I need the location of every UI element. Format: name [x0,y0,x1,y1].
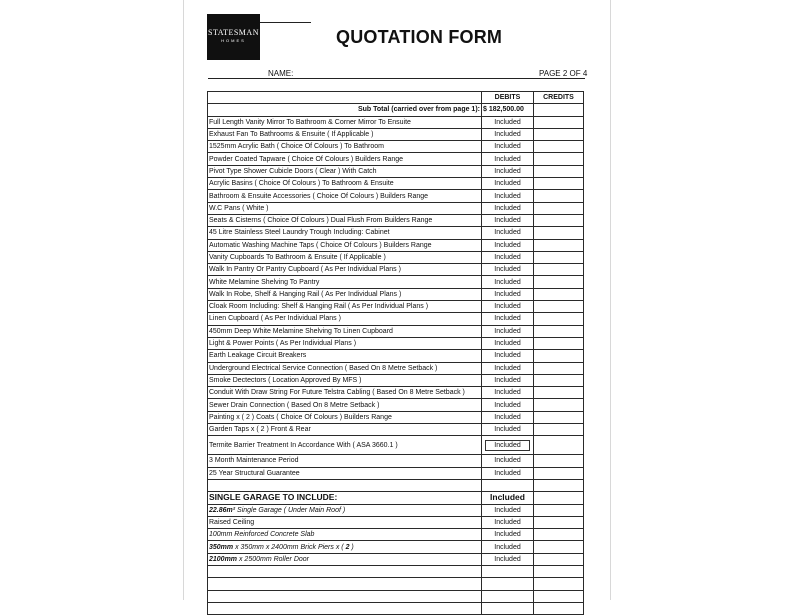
item-description [208,590,482,602]
item-description [208,504,482,516]
item-text: 25 Year Structural Guarantee [209,469,300,477]
table-row [208,374,584,386]
page-number: PAGE 2 OF 4 [539,69,588,78]
item-text: 3 Month Maintenance Period [209,457,299,465]
item-description [208,455,482,467]
debit-value: Included [494,217,521,225]
table-row [208,288,584,300]
item-text: W.C Pans ( White ) [209,204,269,212]
piers-text-end: ) [349,543,354,551]
garage-heading: SINGLE GARAGE TO INCLUDE: [209,492,338,503]
item-description [208,436,482,455]
item-text: Walk In Robe, Shelf & Hanging Rail ( As Per Individual Plans ) [209,290,402,298]
table-row [208,264,584,276]
table-row [208,165,584,177]
item-text: Underground Electrical Service Connection ( Based On 8 Metre Setback ) [209,364,438,372]
table-row [208,529,584,541]
credit-cell [534,578,584,590]
credit-cell [534,202,584,214]
debit-cell [482,424,534,436]
item-description [208,362,482,374]
header-blank-cell [208,92,482,104]
debit-value: Included [494,290,521,298]
item-description [208,239,482,251]
item-description [208,541,482,553]
item-description [208,467,482,479]
blank-row [208,565,584,577]
credit-cell [534,288,584,300]
credit-cell [534,455,584,467]
debit-cell [482,264,534,276]
credit-cell [534,553,584,565]
debit-cell [482,578,534,590]
debit-value: Included [494,555,521,563]
debit-value: Included [485,440,529,451]
debit-cell [482,529,534,541]
garage-heading-row [208,492,584,504]
item-text: Pivot Type Shower Cubicle Doors ( Clear ) With Catch [209,167,377,175]
table-row [208,153,584,165]
table-row [208,467,584,479]
debit-cell [482,553,534,565]
item-description [208,337,482,349]
debit-value: Included [494,327,521,335]
credit-cell [534,227,584,239]
item-text: Smoke Dectectors ( Location Approved By MFS ) [209,376,362,384]
item-text: Seats & Cisterns ( Choice Of Colours ) Dual Flush From Builders Range [209,217,433,225]
item-description [208,178,482,190]
debit-cell [482,455,534,467]
item-description [208,374,482,386]
blank-row [208,602,584,614]
item-text: Sewer Drain Connection ( Based On 8 Metre Setback ) [209,401,380,409]
credit-cell [534,251,584,263]
logo-rule [260,22,311,23]
table-row [208,411,584,423]
statesman-logo [207,14,260,60]
subtotal-label: Sub Total (carried over from page 1): [208,104,482,116]
debit-value: Included [494,192,521,200]
item-description [208,251,482,263]
item-text: Garden Taps x ( 2 ) Front & Rear [209,426,311,434]
table-row [208,325,584,337]
debit-value: Included [494,352,521,360]
termite-row [208,436,584,455]
garage-size-text: Single Garage ( Under Main Roof ) [235,506,346,514]
debit-value: Included [494,401,521,409]
credit-cell [534,399,584,411]
debit-cell [482,602,534,614]
item-description [208,276,482,288]
debit-cell [482,479,534,491]
item-text: 1525mm Acrylic Bath ( Choice Of Colours ) To Bathroom [209,143,384,151]
table-row [208,141,584,153]
table-row [208,202,584,214]
item-text: Walk In Pantry Or Pantry Cupboard ( As Per Individual Plans ) [209,266,401,274]
table-row [208,178,584,190]
item-description [208,141,482,153]
debit-cell [482,399,534,411]
debit-value: Included [494,266,521,274]
item-text: Raised Ceiling [209,518,255,526]
credit-cell [534,374,584,386]
item-description [208,411,482,423]
debit-cell [482,516,534,528]
item-description [208,399,482,411]
credit-cell [534,264,584,276]
debit-value: Included [494,426,521,434]
debit-value: Included [494,204,521,212]
credit-cell [534,590,584,602]
table-row [208,350,584,362]
debit-cell [482,116,534,128]
credit-cell [534,301,584,313]
credit-cell [534,529,584,541]
debit-cell [482,467,534,479]
table-row [208,553,584,565]
table-row [208,541,584,553]
debit-value: Included [494,340,521,348]
credit-cell [534,479,584,491]
table-row [208,214,584,226]
table-row [208,387,584,399]
credit-cell [534,602,584,614]
debit-value: Included [494,518,521,526]
debit-value: Included [494,457,521,465]
table-row [208,424,584,436]
credit-cell [534,467,584,479]
table-header-row [208,92,584,104]
debit-cell [482,565,534,577]
debit-value: Included [494,167,521,175]
item-description [208,128,482,140]
blank-row [208,479,584,491]
item-text: Bathroom & Ensuite Accessories ( Choice Of Colours ) Builders Range [209,192,429,200]
item-description [208,387,482,399]
debit-value: Included [494,506,521,514]
debit-cell [482,504,534,516]
table-row [208,362,584,374]
table-row [208,399,584,411]
debit-value: Included [494,315,521,323]
item-text: 45 Litre Stainless Steel Laundry Trough Including: Cabinet [209,229,390,237]
debit-cell [482,190,534,202]
quotation-table [207,91,584,615]
table-row [208,337,584,349]
debit-cell [482,227,534,239]
credit-cell [534,128,584,140]
name-underline [208,78,585,79]
table-row [208,276,584,288]
credit-cell [534,350,584,362]
table-row [208,239,584,251]
garage-size: 22.86m² [209,506,236,514]
credit-cell [534,313,584,325]
item-text: Acrylic Basins ( Choice Of Colours ) To Bathroom & Ensuite [209,180,394,188]
table-row [208,455,584,467]
debit-cell [482,276,534,288]
item-text: White Melamine Shelving To Pantry [209,278,320,286]
debit-value: Included [494,278,521,286]
debit-cell [482,301,534,313]
credit-cell [534,325,584,337]
item-description [208,313,482,325]
credit-cell [534,541,584,553]
item-description [208,116,482,128]
item-text: Exhaust Fan To Bathrooms & Ensuite ( If Applicable ) [209,131,374,139]
credits-header: CREDITS [534,92,584,104]
item-text: Earth Leakage Circuit Breakers [209,352,307,360]
subtotal-row [208,104,584,116]
door-size: 2100mm [209,555,238,563]
item-text: Full Length Vanity Mirror To Bathroom & Corner Mirror To Ensuite [209,118,411,126]
item-description [208,578,482,590]
page-edge-right [610,0,611,600]
debit-cell [482,141,534,153]
debit-cell [482,337,534,349]
debit-cell [482,165,534,177]
debit-cell [482,202,534,214]
credit-cell [534,104,584,116]
table-row [208,301,584,313]
piers-text: x 350mm x 2400mm Brick Piers x ( [233,543,346,551]
item-description [208,288,482,300]
piers-size: 350mm [209,543,234,551]
name-label: NAME: [268,69,294,78]
debit-cell [482,411,534,423]
debit-value: Included [494,364,521,372]
credit-cell [534,436,584,455]
credit-cell [534,190,584,202]
item-text: Conduit With Draw String For Future Telstra Cabling ( Based On 8 Metre Setback ) [209,389,465,397]
debit-cell [482,128,534,140]
debit-cell [482,374,534,386]
debit-value: Included [494,389,521,397]
item-description [208,153,482,165]
item-text: 450mm Deep White Melamine Shelving To Linen Cupboard [209,327,393,335]
item-description [208,565,482,577]
debit-value: Included [494,143,521,151]
credit-cell [534,178,584,190]
item-description [208,227,482,239]
credit-cell [534,276,584,288]
item-description [208,214,482,226]
item-text: Vanity Cupboards To Bathroom & Ensuite ( If Applicable ) [209,254,386,261]
item-text: Termite Barrier Treatment In Accordance With ( ASA 3660.1 ) [209,441,398,449]
credit-cell [534,141,584,153]
debits-header: DEBITS [482,92,534,104]
item-text: Painting x ( 2 ) Coats ( Choice Of Colours ) Builders Range [209,413,392,421]
credit-cell [534,165,584,177]
credit-cell [534,337,584,349]
item-description [208,165,482,177]
credit-cell [534,516,584,528]
item-description [208,202,482,214]
item-description [208,190,482,202]
debit-cell [482,153,534,165]
table-row [208,190,584,202]
item-description [208,553,482,565]
debit-cell [482,251,534,263]
debit-value: Included [494,118,521,126]
table-row [208,313,584,325]
blank-row [208,590,584,602]
debit-cell [482,590,534,602]
credit-cell [534,239,584,251]
item-description [208,424,482,436]
credit-cell [534,565,584,577]
table-row [208,227,584,239]
debit-cell [482,362,534,374]
item-text: Cloak Room Including: Shelf & Hanging Rail ( As Per Individual Plans ) [209,303,429,311]
debit-value: Included [490,492,525,503]
credit-cell [534,153,584,165]
table-row [208,116,584,128]
item-text: 100mm Reinforced Concrete Slab [209,531,315,539]
item-text: Automatic Washing Machine Taps ( Choice Of Colours ) Builders Range [209,241,432,249]
logo-brand: STATESMAN [208,28,259,37]
debit-cell [482,350,534,362]
item-description [208,479,482,491]
table-row [208,251,584,263]
debit-cell [482,325,534,337]
debit-value: Included [494,413,521,421]
item-text: Powder Coated Tapware ( Choice Of Colours ) Builders Range [209,155,404,163]
item-text: Light & Power Points ( As Per Individual Plans ) [209,340,357,348]
item-text: Linen Cupboard ( As Per Individual Plans ) [209,315,341,323]
debit-value: Included [494,131,521,139]
item-description [208,301,482,313]
debit-cell [482,492,534,504]
table-row [208,504,584,516]
debit-cell [482,288,534,300]
item-description [208,264,482,276]
credit-cell [534,411,584,423]
item-description [208,350,482,362]
debit-cell [482,387,534,399]
credit-cell [534,362,584,374]
debit-value: Included [494,376,521,384]
table-row [208,516,584,528]
debit-value: Included [494,155,521,163]
debit-value: Included [494,469,521,477]
credit-cell [534,424,584,436]
item-description [208,492,482,504]
debit-value: Included [494,229,521,237]
debit-value: Included [494,303,521,311]
credit-cell [534,504,584,516]
debit-cell [482,239,534,251]
debit-value: Included [494,531,521,539]
table-row [208,128,584,140]
piers-count: 2 [345,543,350,551]
debit-cell [482,436,534,455]
credit-cell [534,116,584,128]
logo-sub: HOMES [221,38,246,43]
item-description [208,325,482,337]
page-edge-left [183,0,184,600]
debit-cell [482,214,534,226]
credit-cell [534,214,584,226]
debit-cell [482,313,534,325]
credit-cell [534,387,584,399]
page-title: QUOTATION FORM [336,27,503,47]
debit-cell [482,541,534,553]
credit-cell [534,492,584,504]
subtotal-value: $ 182,500.00 [482,104,534,116]
debit-cell [482,178,534,190]
debit-value: Included [494,241,521,249]
debit-value: Included [494,254,521,261]
debit-value: Included [494,180,521,188]
item-description [208,602,482,614]
door-text: x 2500mm Roller Door [237,555,309,563]
blank-row [208,578,584,590]
item-description [208,516,482,528]
debit-value: Included [494,543,521,551]
item-description [208,529,482,541]
